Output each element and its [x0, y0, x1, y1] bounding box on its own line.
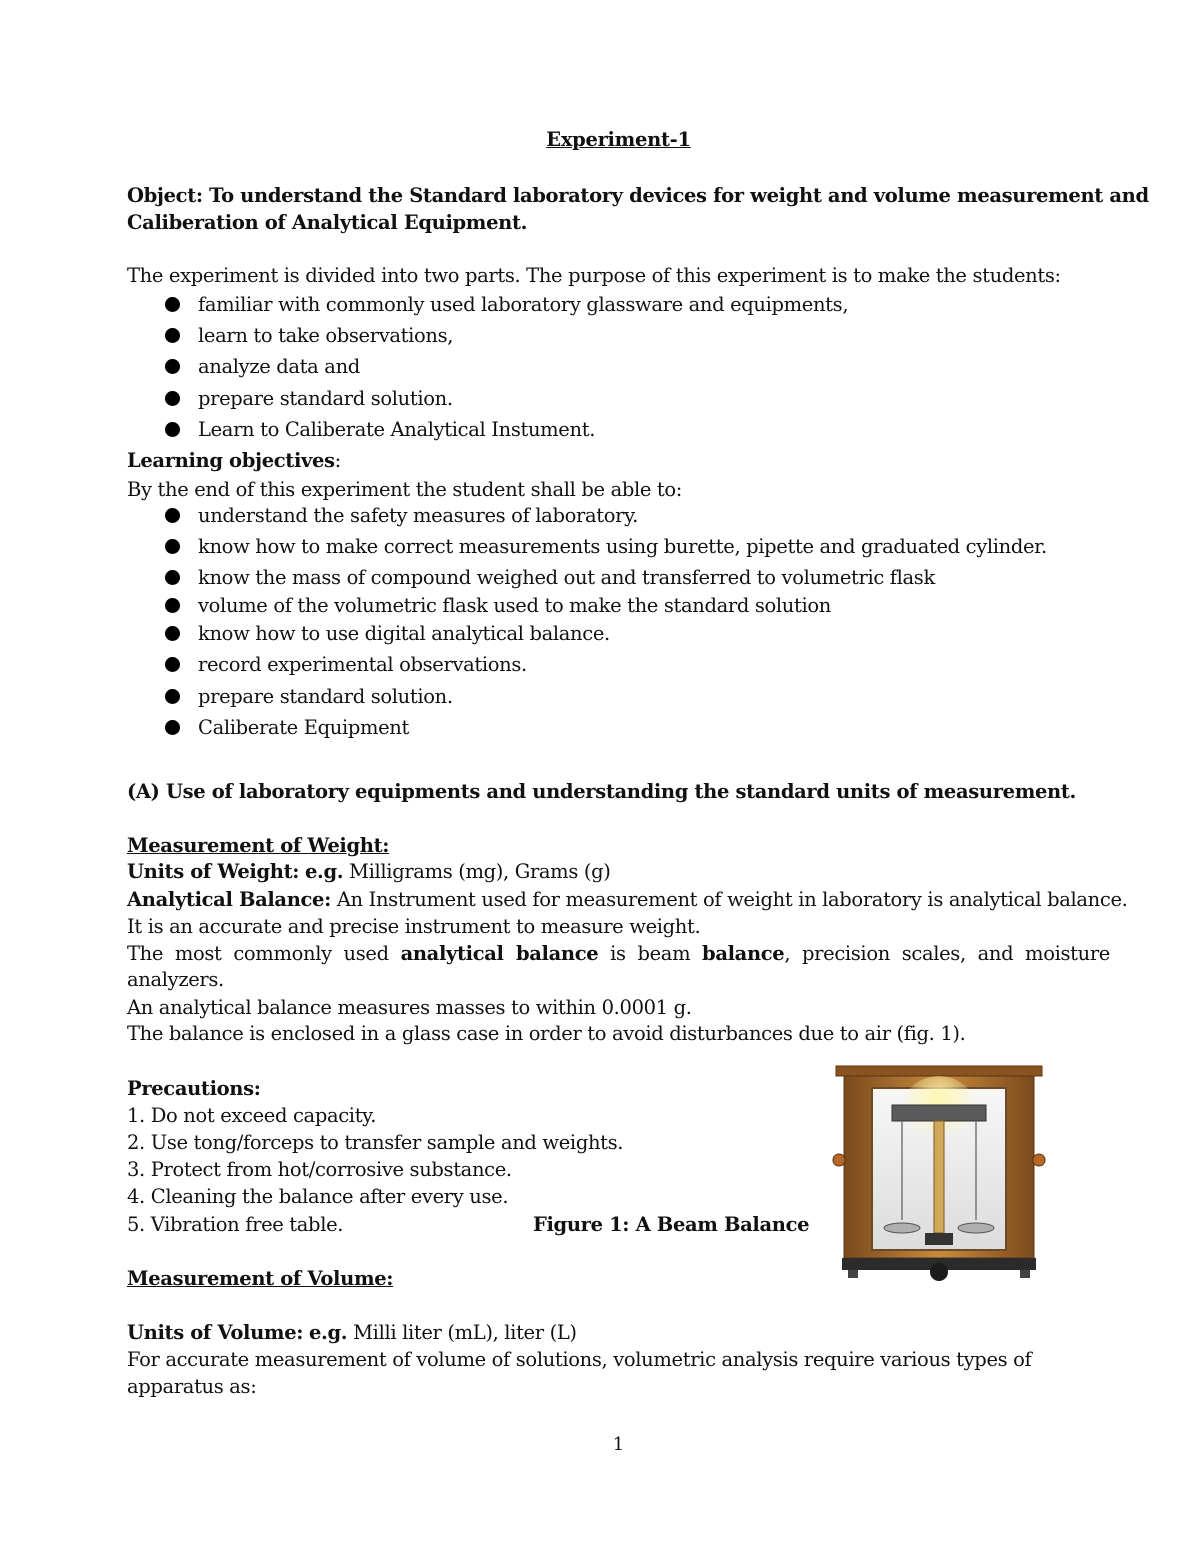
list-item: 1. Do not exceed capacity. [127, 1104, 377, 1127]
list-item: prepare standard solution. [165, 684, 453, 710]
bullet-icon [165, 657, 180, 672]
intro-paragraph: The experiment is divided into two parts. The purpose of this experiment is to make the students: [127, 264, 1061, 287]
figure-caption: Figure 1: A Beam Balance [533, 1213, 810, 1236]
volume-heading: Measurement of Volume: [127, 1267, 394, 1290]
enclosed-line: The balance is enclosed in a glass case in order to avoid disturbances due to air (fig. 1). [127, 1022, 966, 1045]
left-pan [884, 1223, 920, 1233]
bullet-icon [165, 508, 180, 523]
bullet-icon [165, 539, 180, 554]
list-item: familiar with commonly used laboratory glassware and equipments, [165, 292, 848, 318]
bullet-icon [165, 626, 180, 641]
list-item: Learn to Caliberate Analytical Instument. [165, 417, 595, 443]
list-item: 5. Vibration free table. [127, 1213, 344, 1236]
list-item: 2. Use tong/forceps to transfer sample and weights. [127, 1131, 624, 1154]
list-item: learn to take observations, [165, 323, 453, 349]
list-item: record experimental observations. [165, 652, 527, 678]
list-item: know how to make correct measurements using burette, pipette and graduated cylinder. [165, 534, 1047, 560]
list-item: volume of the volumetric flask used to make the standard solution [165, 593, 831, 619]
right-knob [1033, 1154, 1045, 1166]
right-foot [1020, 1270, 1030, 1278]
page-number: 1 [612, 1434, 625, 1455]
list-item: Caliberate Equipment [165, 715, 409, 741]
right-pan [958, 1223, 994, 1233]
learning-intro: By the end of this experiment the student shall be able to: [127, 478, 683, 501]
bullet-icon [165, 359, 180, 374]
cabinet-top [836, 1066, 1042, 1076]
bullet-icon [165, 328, 180, 343]
bullet-icon [165, 720, 180, 735]
bullet-icon [165, 422, 180, 437]
left-foot [848, 1270, 858, 1278]
level-screw [930, 1263, 948, 1281]
bullet-icon [165, 297, 180, 312]
volume-paragraph-line-2: apparatus as: [127, 1375, 257, 1398]
object-line-2: Caliberation of Analytical Equipment. [127, 211, 528, 234]
balance-column [934, 1121, 944, 1233]
precautions-heading: Precautions: [127, 1077, 261, 1100]
common-balance-paragraph: The most commonly used analytical balance is beam balance, precision scales, and moisture analyzers. [127, 942, 1110, 991]
list-item: 4. Cleaning the balance after every use. [127, 1185, 509, 1208]
within-line: An analytical balance measures masses to within 0.0001 g. [127, 996, 692, 1019]
section-a-heading: (A) Use of laboratory equipments and understanding the standard units of measurement. [127, 780, 1076, 803]
balance-base [925, 1233, 953, 1245]
weight-heading: Measurement of Weight: [127, 834, 390, 857]
learning-objectives-heading: Learning objectives: [127, 449, 341, 472]
bullet-icon [165, 570, 180, 585]
beam-balance-image [832, 1060, 1047, 1290]
accurate-line: It is an accurate and precise instrument to measure weight. [127, 915, 701, 938]
page-title: Experiment-1 [546, 128, 691, 151]
bullet-icon [165, 689, 180, 704]
object-line-1 [127, 183, 1149, 209]
object-label: Object: [127, 184, 203, 207]
list-item: understand the safety measures of laboratory. [165, 503, 638, 529]
object-text-1: To understand the Standard laboratory devices for weight and volume measurement and [202, 184, 1149, 207]
list-item: know how to use digital analytical balance. [165, 621, 610, 647]
list-item: analyze data and [165, 354, 360, 380]
left-knob [833, 1154, 845, 1166]
analytical-balance-line: Analytical Balance: An Instrument used for measurement of weight in laboratory is analytical balance. [127, 888, 1128, 911]
volume-units: Units of Volume: e.g. Milli liter (mL), liter (L) [127, 1321, 577, 1344]
list-item: know the mass of compound weighed out and transferred to volumetric flask [165, 565, 935, 591]
list-item: prepare standard solution. [165, 386, 453, 412]
volume-paragraph-line-1: For accurate measurement of volume of solutions, volumetric analysis require various types of [127, 1348, 1032, 1371]
balance-beam [892, 1105, 986, 1121]
bullet-icon [165, 598, 180, 613]
bullet-icon [165, 391, 180, 406]
weight-units: Units of Weight: e.g. Milligrams (mg), Grams (g) [127, 860, 611, 883]
list-item: 3. Protect from hot/corrosive substance. [127, 1158, 512, 1181]
